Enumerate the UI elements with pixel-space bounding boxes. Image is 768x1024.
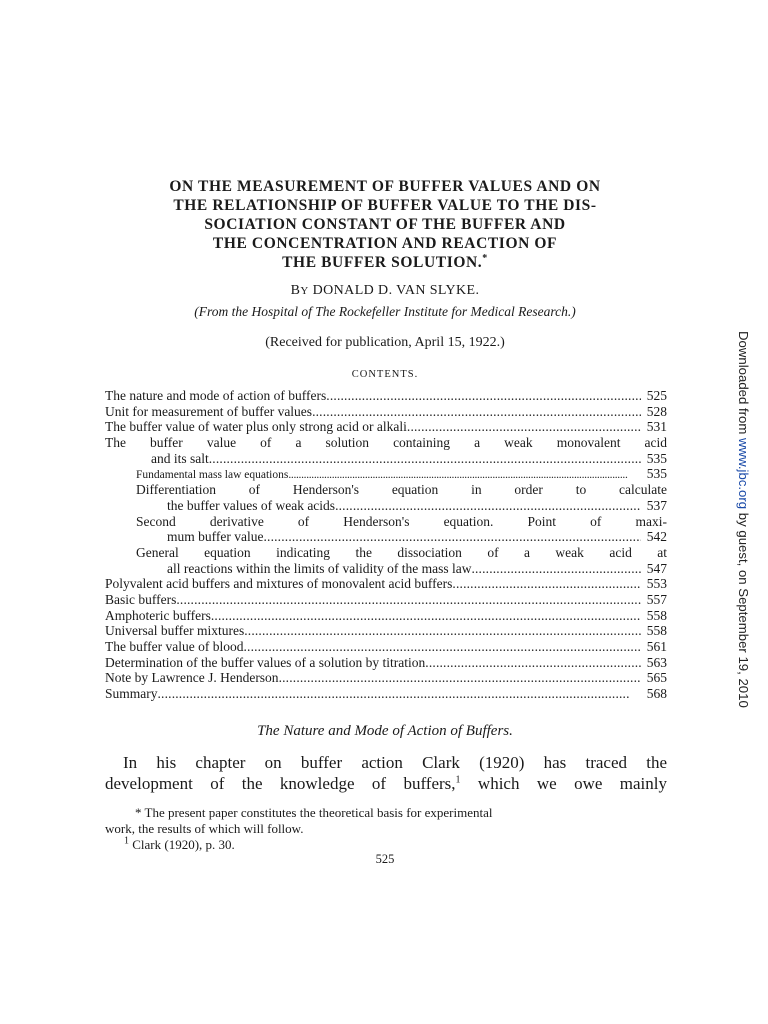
toc-entry-page: 535 — [646, 450, 667, 466]
toc-entry — [105, 576, 667, 592]
section-heading: The Nature and Mode of Action of Buffers. — [257, 723, 513, 739]
table-of-contents — [105, 388, 667, 702]
author-by-first: B — [290, 283, 301, 298]
toc-entry — [105, 608, 667, 624]
toc-entry-page: 542 — [646, 529, 667, 545]
toc-entry-page: 528 — [646, 403, 667, 419]
author-name: DONALD D. VAN SLYKE. — [312, 283, 480, 298]
toc-entry — [105, 498, 667, 514]
author-by-rest: Y — [300, 285, 309, 297]
toc-entry-page: 547 — [646, 560, 667, 576]
toc-entry-text: Second derivative of Henderson's equation. Point of maxi- — [136, 513, 667, 529]
toc-leader — [158, 686, 641, 702]
watermark-suffix: by guest, on September 19, 2010 — [736, 509, 751, 708]
title-line-text: THE BUFFER SOLUTION. — [282, 254, 483, 271]
affiliation-text: (From the Hospital of The Rockefeller Institute for Medical Research.) — [194, 304, 576, 319]
footnote-line — [105, 837, 667, 853]
body-paragraph — [105, 752, 667, 794]
received-date: (Received for publication, April 15, 1922.) — [265, 335, 505, 350]
toc-entry — [105, 639, 667, 655]
toc-entry-page: 535 — [646, 466, 667, 482]
toc-leader — [407, 419, 641, 435]
toc-leader — [425, 655, 640, 671]
toc-entry-text: Fundamental mass law equations — [136, 469, 289, 482]
toc-leader — [176, 592, 640, 608]
body-line-text: development of the knowledge of buffers, — [105, 774, 456, 793]
toc-entry-text: Differentiation of Henderson's equation in order to calculate — [136, 482, 667, 498]
footnote-line: * The present paper constitutes the theoretical basis for experimental — [135, 805, 493, 820]
footnote-marker: 1 — [124, 835, 129, 847]
toc-entry-text: Summary — [105, 686, 158, 702]
contents-heading: CONTENTS. — [351, 369, 419, 380]
footnote-line: work, the results of which will follow. — [105, 821, 304, 836]
toc-leader — [471, 561, 640, 577]
footnotes — [105, 805, 667, 853]
watermark-prefix: Downloaded from — [736, 331, 751, 439]
toc-entry-page: 525 — [646, 388, 667, 403]
toc-entry-text: General equation indicating the dissociation of a weak acid at — [136, 544, 667, 560]
toc-entry-text: The buffer value of a solution containing a weak monovalent acid — [105, 435, 667, 451]
toc-entry-text: Determination of the buffer values of a solution by titration — [105, 654, 426, 670]
toc-entry — [105, 670, 667, 686]
toc-entry-text: and its salt — [151, 450, 209, 466]
author-line — [100, 283, 670, 299]
body-line-text: which we owe mainly — [460, 774, 667, 793]
toc-entry-page: 563 — [646, 654, 667, 670]
toc-leader — [244, 623, 641, 639]
toc-entry-page: 537 — [646, 497, 667, 513]
body-line — [105, 773, 667, 794]
toc-leader — [452, 576, 640, 592]
title-footnote-mark: * — [482, 252, 488, 264]
toc-entry — [105, 514, 667, 530]
toc-entry-page: 531 — [646, 419, 667, 435]
title-line: ON THE MEASUREMENT OF BUFFER VALUES AND ON — [169, 178, 601, 195]
toc-entry — [105, 404, 667, 420]
title-line: THE CONCENTRATION AND REACTION OF — [212, 235, 558, 252]
paper-title — [100, 177, 670, 272]
toc-entry — [105, 482, 667, 498]
page-number: 525 — [375, 852, 395, 866]
toc-entry — [105, 451, 667, 467]
toc-leader — [211, 608, 641, 624]
toc-entry-page: 553 — [646, 576, 667, 592]
toc-entry — [105, 655, 667, 671]
toc-entry-text: all reactions within the limits of validity of the mass law — [167, 560, 472, 576]
toc-leader — [263, 529, 640, 545]
toc-entry-page: 558 — [646, 607, 667, 623]
toc-entry — [105, 435, 667, 451]
toc-entry-text: Polyvalent acid buffers and mixtures of monovalent acid buffers — [105, 576, 453, 592]
footnote-text: Clark (1920), p. 30. — [129, 837, 235, 852]
title-line-last — [100, 253, 670, 272]
toc-entry — [105, 529, 667, 545]
toc-leader — [326, 388, 640, 404]
toc-entry-text: The buffer value of water plus only strong acid or alkali — [105, 419, 407, 435]
watermark-link[interactable]: www.jbc.org — [736, 438, 751, 510]
toc-entry — [105, 623, 667, 639]
toc-entry — [105, 419, 667, 435]
toc-entry-text: Basic buffers — [105, 591, 177, 607]
toc-leader — [279, 670, 641, 686]
footnote-ref: 1 — [455, 774, 461, 786]
toc-entry-page: 557 — [646, 591, 667, 607]
toc-entry-page: 568 — [646, 686, 667, 702]
toc-leader — [243, 639, 640, 655]
toc-leader — [312, 404, 641, 420]
toc-entry — [105, 561, 667, 577]
toc-entry — [105, 592, 667, 608]
toc-leader — [209, 451, 641, 467]
toc-entry-text: Note by Lawrence J. Henderson — [105, 670, 279, 686]
toc-entry-page: 561 — [646, 639, 667, 654]
download-watermark — [736, 331, 751, 708]
toc-entry — [105, 545, 667, 561]
affiliation — [100, 304, 670, 320]
toc-leader — [335, 498, 641, 514]
body-line: In his chapter on buffer action Clark (1920) has traced the — [123, 753, 667, 772]
toc-entry-text: The nature and mode of action of buffers — [105, 388, 327, 403]
title-line: SOCIATION CONSTANT OF THE BUFFER AND — [204, 216, 566, 233]
toc-entry-text: Universal buffer mixtures — [105, 623, 245, 639]
toc-entry-text: Amphoteric buffers — [105, 607, 211, 623]
toc-entry-text: the buffer values of weak acids — [167, 497, 336, 513]
toc-entry — [105, 388, 667, 404]
toc-entry-text: Unit for measurement of buffer values — [105, 403, 313, 419]
title-line: THE RELATIONSHIP OF BUFFER VALUE TO THE DIS- — [173, 197, 597, 214]
toc-entry-text: The buffer value of blood — [105, 639, 244, 654]
toc-entry — [105, 466, 667, 482]
toc-entry-text: mum buffer value — [167, 529, 264, 545]
toc-entry — [105, 686, 667, 702]
toc-entry-page: 558 — [646, 623, 667, 639]
toc-entry-page: 565 — [646, 670, 667, 686]
